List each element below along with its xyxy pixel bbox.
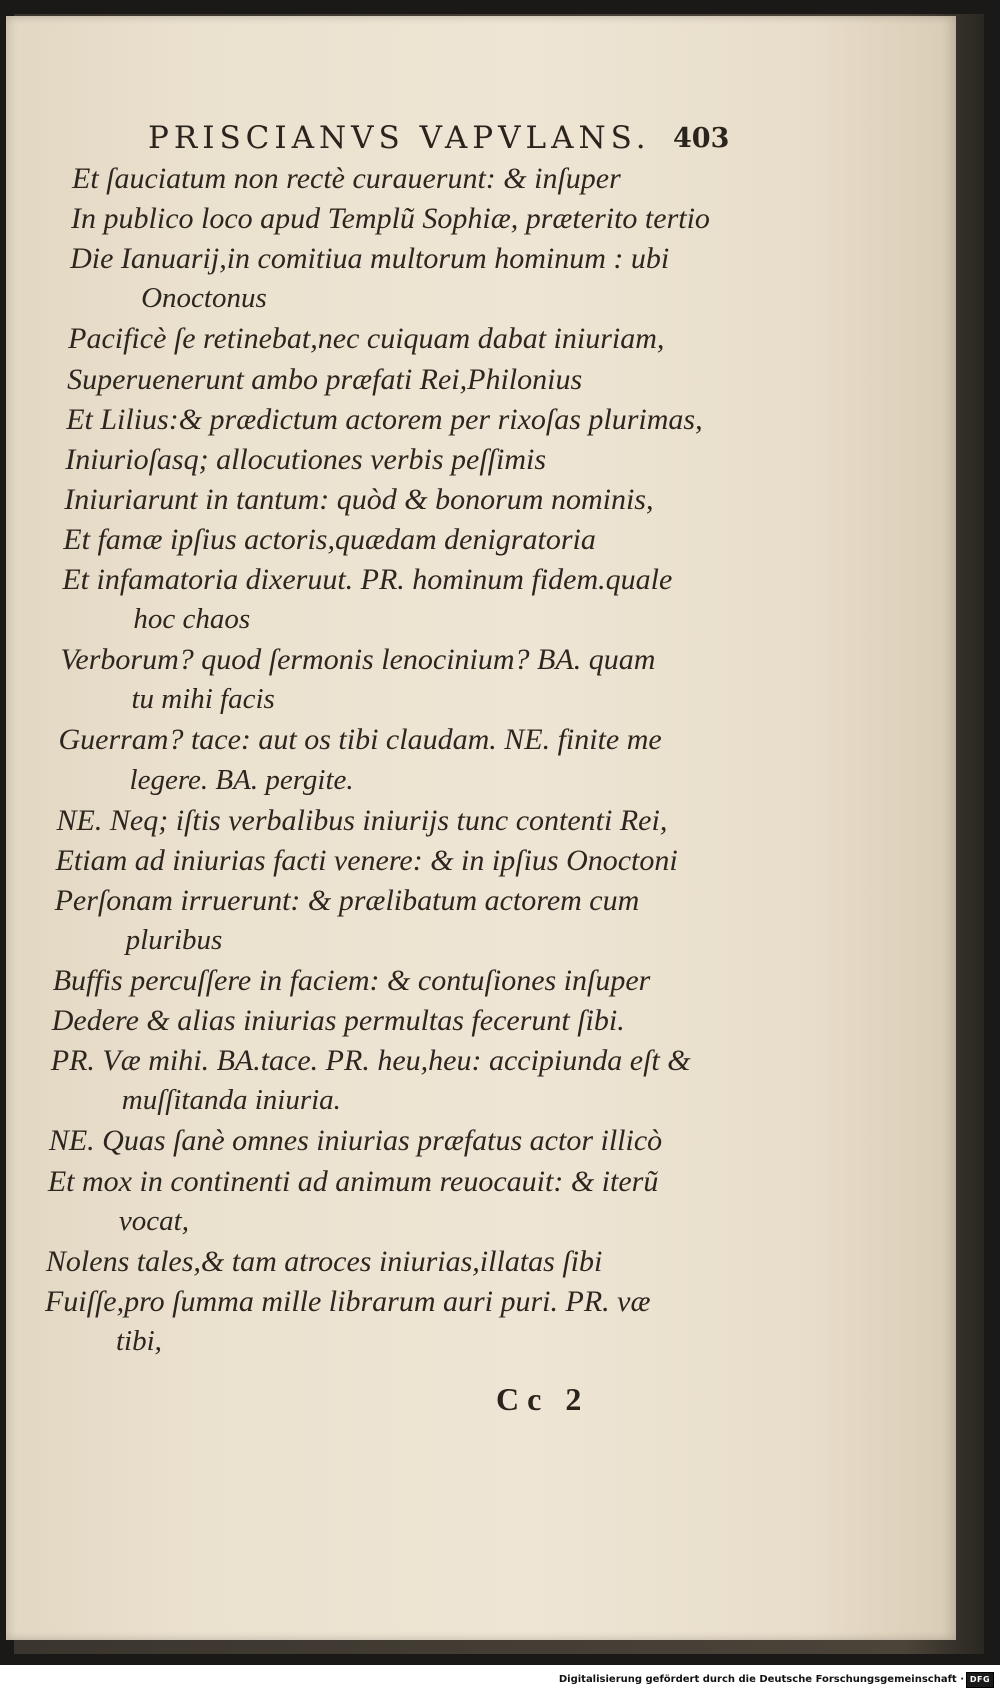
text-line: Perſonam irruerunt: & prælibatum actorem cum (54, 883, 640, 917)
text-line: Superuenerunt ambo præfati Rei,Philonius (67, 362, 583, 396)
text-line: Nolens tales,& tam atroces iniurias,illatas ſibi (45, 1244, 603, 1278)
text-line: Etiam ad iniurias facti venere: & in ipſius Onoctoni (55, 843, 678, 877)
text-line: Iniuriarunt in tantum: quòd & bonorum nominis, (64, 482, 654, 516)
text-line-continuation: hoc chaos (133, 603, 251, 636)
running-head: PRISCIANVS VAPVLANS. (148, 120, 651, 156)
text-line-continuation: vocat, (118, 1204, 189, 1237)
text-line-continuation: legere. BA. pergite. (129, 763, 354, 796)
text-line: Iniurioſasq; allocutiones verbis peſſimis (65, 442, 547, 476)
funding-credit: Digitalisierung gefördert durch die Deutsche Forschungsgemeinschaft · (558, 1674, 964, 1685)
text-line: NE. Quas ſanè omnes iniurias præfatus actor illicò (48, 1124, 663, 1158)
text-line: Et Lilius:& prædictum actorem per rixoſas plurimas, (66, 402, 703, 436)
text-line-continuation: tibi, (116, 1324, 162, 1357)
text-line: Et ſauciatum non rectè curauerunt: & inſuper (72, 162, 621, 195)
text-line: Fuiſſe,pro ſumma mille librarum auri puri. PR. væ (44, 1284, 651, 1318)
text-line-continuation: Onoctonus (141, 282, 267, 315)
text-line: In publico loco apud Templũ Sophiæ, præterito tertio (71, 202, 710, 236)
text-line: NE. Neq; iſtis verbalibus iniurijs tunc contenti Rei, (56, 803, 668, 837)
text-line: Dedere & alias iniurias permultas fecerunt ſibi. (51, 1004, 625, 1038)
text-line: Et infamatoria dixeruut. PR. hominum fidem.quale (62, 563, 673, 596)
page-number: 403 (673, 123, 730, 154)
text-line: Guerram? tace: aut os tibi claudam. NE. finite me (58, 723, 662, 757)
dfg-logo: DFG (966, 1672, 994, 1688)
text-line-continuation: tu mihi facis (131, 683, 275, 716)
text-line: Pacificè ſe retinebat,nec cuiquam dabat iniuriam, (68, 322, 665, 356)
text-line-continuation: pluribus (125, 923, 223, 956)
text-line: Buffis percuſſere in faciem: & contuſiones inſuper (52, 964, 651, 997)
text-line: Verborum? quod ſermonis lenocinium? BA. quam (60, 643, 656, 677)
text-line: Die Ianuarij,in comitiua multorum hominum : ubi (70, 242, 670, 276)
text-line-continuation: muſſitanda iniuria. (121, 1084, 341, 1117)
text-line: PR. Væ mihi. BA.tace. PR. heu,heu: accipiunda eſt & (50, 1044, 691, 1078)
signature-mark: Cc 2 (496, 1381, 590, 1417)
text-line: Et famæ ipſius actoris,quædam denigratoria (63, 522, 596, 556)
book-page (6, 16, 956, 1640)
text-line: Et mox in continenti ad animum reuocauit: & iterũ (47, 1164, 659, 1198)
